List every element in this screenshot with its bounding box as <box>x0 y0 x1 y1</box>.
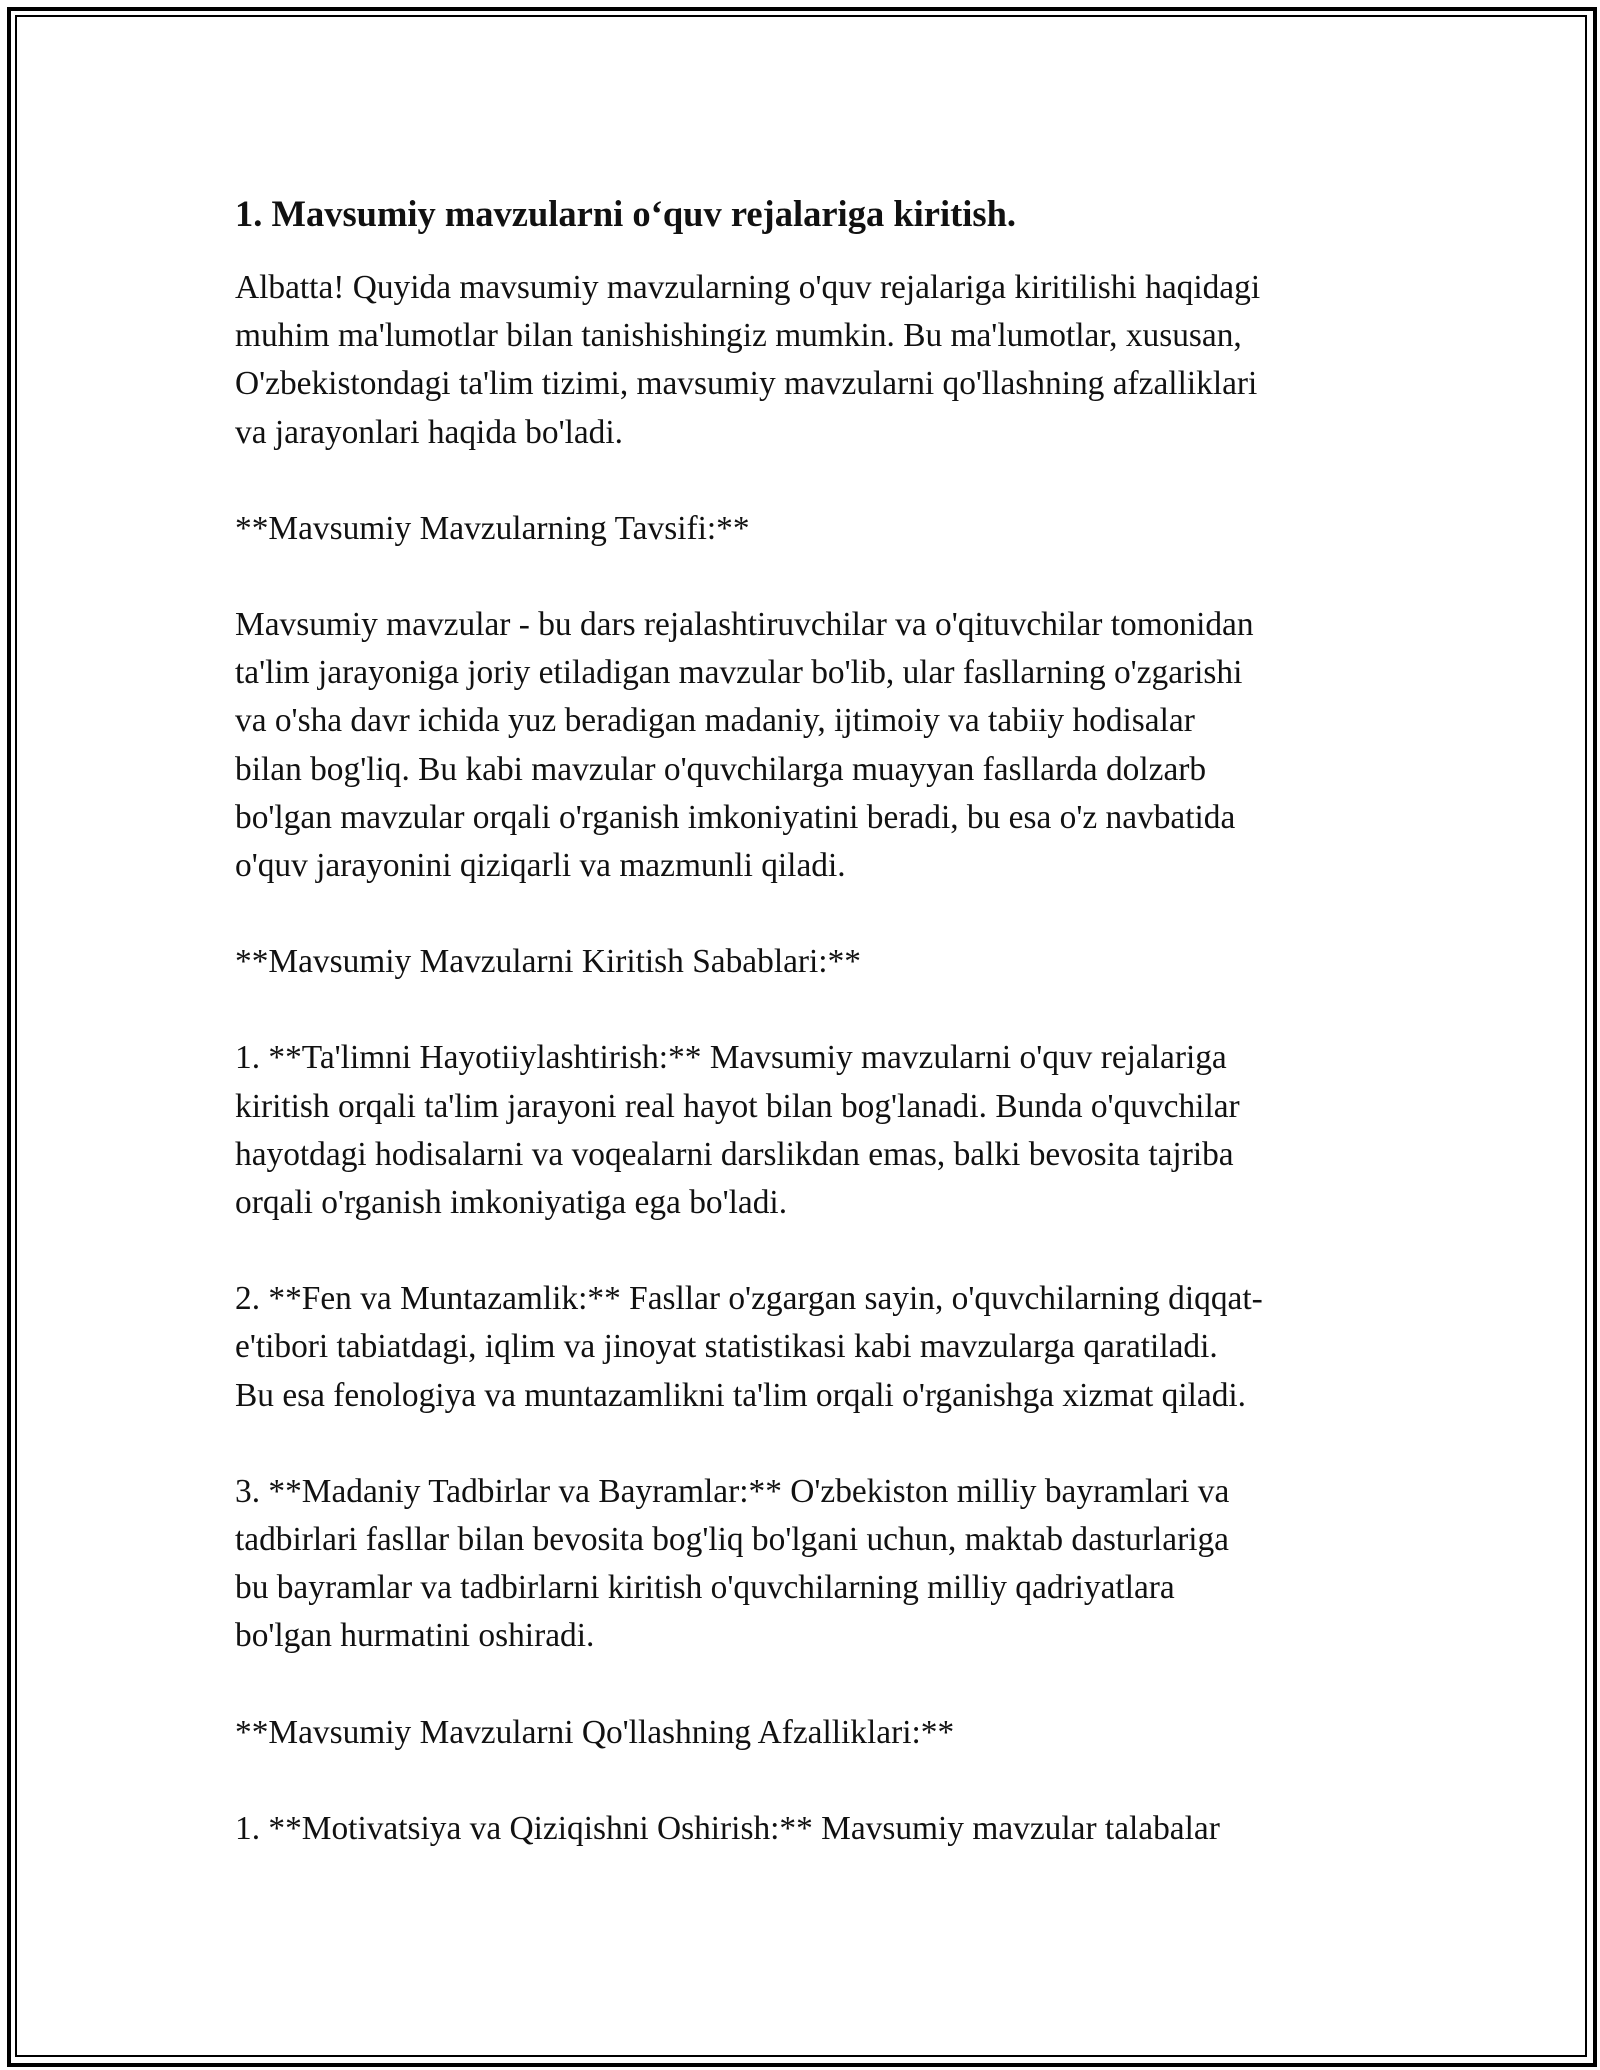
section-heading-reasons: **Mavsumiy Mavzularni Kiritish Sabablari:** <box>235 943 861 981</box>
reason-item-2: 2. **Fen va Muntazamlik:** Fasllar o'zgargan sayin, o'quvchilarning diqqat- e'tibori tabiatdagi, iqlim va jinoyat statistikasi kabi mavzularga qaratiladi. Bu esa fenologiya va muntazamlikni ta'lim orqali o'rganishga xizmat qiladi. <box>235 1280 1263 1414</box>
section-heading-description: **Mavsumiy Mavzularning Tavsifi:** <box>235 509 750 547</box>
advantage-item-1: 1. **Motivatsiya va Qiziqishni Oshirish:** Mavsumiy mavzular talabalar <box>235 1809 1220 1847</box>
reason-item-1: 1. **Ta'limni Hayotiiylashtirish:** Mavsumiy mavzularni o'quv rejalariga kiritish orqali ta'lim jarayoni real hayot bilan bog'lanadi. Bunda o'quvchilar hayotdagi hodisalarni va voqealarni darslikdan emas, balki bevosita tajriba orqali o'rganish imkoniyatiga ega bo'ladi. <box>235 1039 1240 1222</box>
document-title: 1. Mavsumiy mavzularni o‘quv rejalariga kiritish. <box>235 193 1017 234</box>
intro-paragraph: Albatta! Quyida mavsumiy mavzularning o'quv rejalariga kiritilishi haqidagi muhim ma'lumotlar bilan tanishishingiz mumkin. Bu ma'lumotlar, xususan, O'zbekistondagi ta'lim tizimi, mavsumiy mavzularni qo'llashning afzalliklari va jarayonlari haqida bo'ladi. <box>235 269 1261 451</box>
section-heading-advantages: **Mavsumiy Mavzularni Qo'llashning Afzalliklari:** <box>235 1713 955 1751</box>
reason-item-3: 3. **Madaniy Tadbirlar va Bayramlar:** O'zbekiston milliy bayramlari va tadbirlari fasllar bilan bevosita bog'liq bo'lgani uchun, maktab dasturlariga bu bayramlar va tadbirlarni kiritish o'quvchilarning milliy qadriyatlara bo'lgan hurmatini oshiradi. <box>235 1472 1230 1655</box>
description-paragraph: Mavsumiy mavzular - bu dars rejalashtiruvchilar va o'qituvchilar tomonidan ta'lim jarayoniga joriy etiladigan mavzular bo'lib, ular fasllarning o'zgarishi va o'sha davr ichida yuz beradigan madaniy, ijtimoiy va tabiiy hodisalar bilan bog'liq. Bu kabi mavzular o'quvchilarga muayyan fasllarda dolzarb bo'lgan mavzular orqali o'rganish imkoniyatini beradi, bu esa o'z navbatida o'quv jarayonini qiziqarli va mazmunli qiladi. <box>235 606 1254 885</box>
document-body <box>235 188 1365 1901</box>
